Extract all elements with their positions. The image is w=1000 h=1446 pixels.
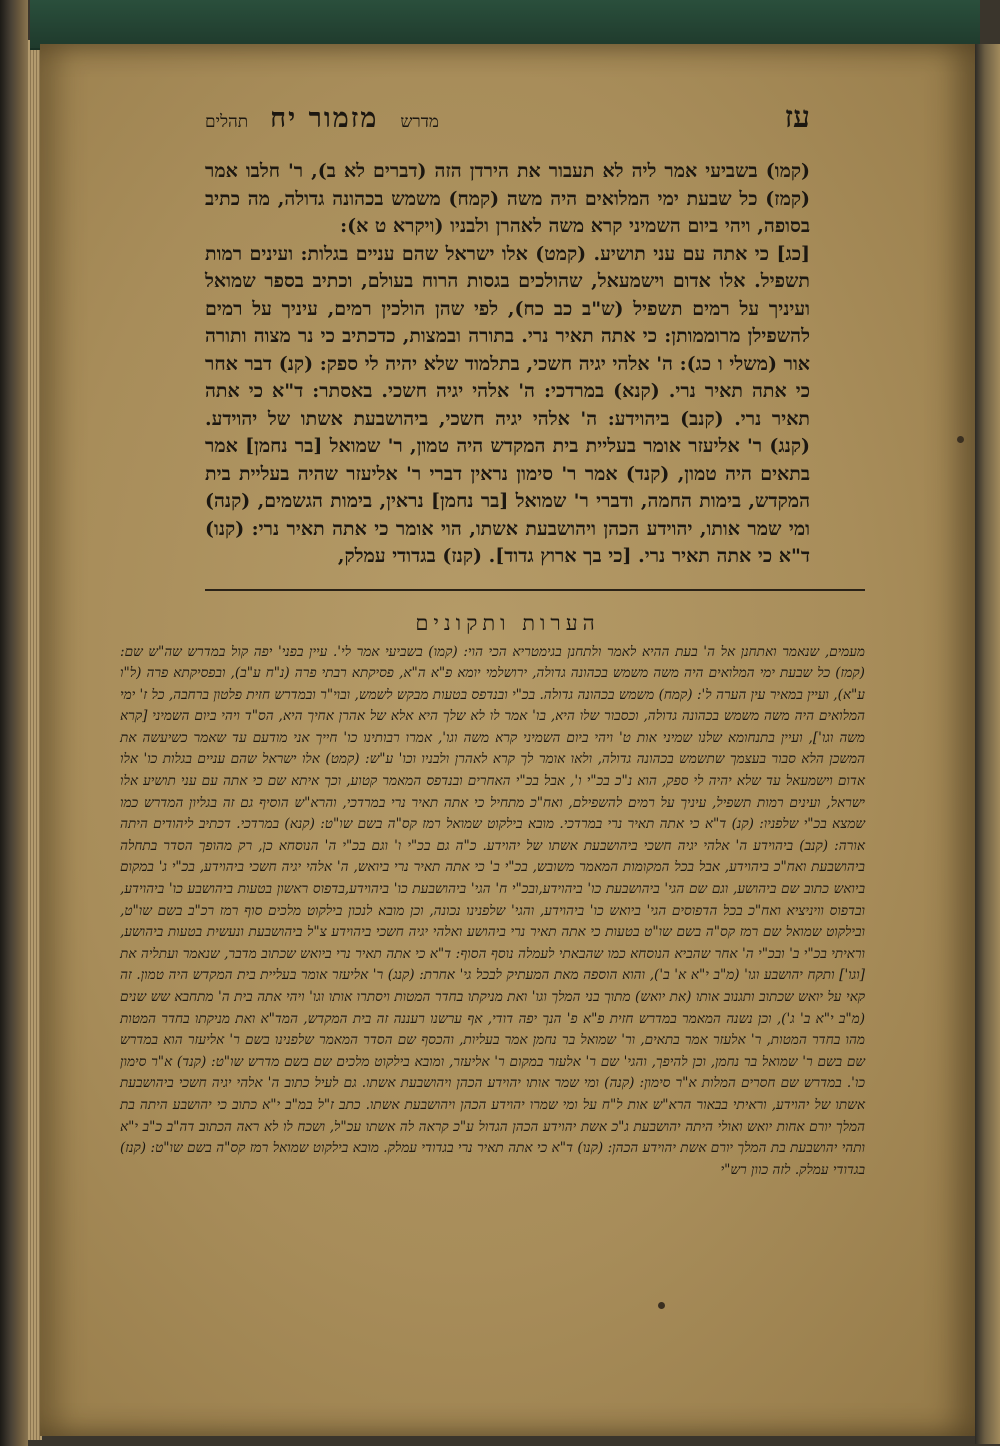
section-divider <box>205 589 865 591</box>
header-book: תהלים <box>205 112 249 132</box>
header-midrash: מדרש <box>400 112 439 132</box>
header-psalm: מזמור יח <box>270 103 379 134</box>
header-title <box>205 103 439 134</box>
running-header <box>205 100 810 140</box>
main-text <box>205 158 810 571</box>
main-paragraph: (קמו) בשביעי אמר ליה לא תעבור את הירדן הזה (דברים לא ב), ר' חלבו אמר (קמז) כל שבעת ימי המלואים היה משה (קמח) משמש בכהונה גדולה, מה כתיב בסופה, ויהי ביום השמיני קרא משה לאהרן ולבניו (ויקרא ט א): <box>205 160 810 237</box>
page-speck <box>957 436 964 443</box>
facing-page-edge <box>975 44 1000 1444</box>
book-spine-left <box>0 0 28 1446</box>
page-content <box>120 60 865 1181</box>
notes-section <box>120 642 865 1182</box>
notes-title: הערות ותקונים <box>415 610 600 635</box>
page-number: עז <box>784 100 810 135</box>
notes-paragraph: מעמים, שנאמר ואתחנן אל ה' בעת ההיא לאמר ולתחנן בגימטריא הכי הוי: (קמו) בשביעי אמר לי'. עיין בפני' יפה קול במדרש שה"ש שם: (קמז) כל שבעת ימי המלואים היה משה משמש בכהונה גדולה, ירושלמי יומא פ"א ה"א, פסיקתא רבתי פרה (נ"ח ע"ב), ובפסיקתא פרה (ל"ו ע"א), ועיין במאיר עין הערה ל': (קמח) משמש בכהונה גדולה. בכ"י ובנדפס בטעות מבקש לשמש, ובוי"ר ובמדרש חזית פלטון ברחבה, כל ז' ימי המלואים היה משה משמש בכהונה גדולה, וכסבור שלו היא, בו' אמר לו לא שלך היא אלא של אהרן אחיך היא, הס"ד ויהי ביום השמיני [קרא משה וגו'], ועיין בתנחומא שלנו שמיני אות ט' ויהי ביום השמיני קרא משה וגו', אמרו רבותינו כו' חייך אני מודעם עד שאמר כשיעשה את המשכן הלא סבור בעצמך שתשמש בכהונה גדולה, ולאו אומר לך קרא לאהרן ולבניו וכו' ע"ש: (קמט) אלו ישראל שהם עניים בגלות כו' אלו אדום וישמעאל עד שלא יהיה לי ספק, הוא נ"כ בכ"י ו', אבל בכ"י האחרים ובנדפס המאמר קטוע, וכך איתא שם כי אתה עם עני תושיע אלו ישראל, ועינים רמות תשפיל, עיניך על רמים להשפילם, ואח"כ מתחיל כי אתה תאיר נרי במרדכי, והרא"ש הוסיף גם זה בגליון המדרש כמו שמצא בכ"י שלפניו: (קנ) ד"א כי אתה תאיר נרי במרדכי. מובא בילקוט שמואל רמז קס"ה בשם שו"ט: (קנא) במרדכי. דכתיב ליהודים היתה אורה: (קנב) ביהוידע ה' אלהי יגיה חשכי ביהושבעת אשתו של יהוידע. כ"ה גם בכ"י ו' וגם בכ"י ה' הנוסחא כן, רק מהופך הסדר בתחלה ביהושבעת ואח"כ ביהוידע, אבל בכל המקומות המאמר משובש, בכ"י ב' כי אתה תאיר נרי ביואש, ה' אלהי יגיה חשכי ביהוידע, בכ"י ג' במקום ביואש כתוב שם ביהושע, וגם שם הגי' ביהושבעת כו' ביהוידע,ובכ"י ח' הגי' ביהושבעת כו' ביהוידע,בדפוס ראשון בטעות ביהושבע כו' ביהוידע, ובדפוס וויניציא ואח"כ בכל הדפוסים הגי' ביואש כו' ביהוידע, והגי' שלפנינו נכונה, וכן מובא לנכון בילקוט מלכים סוף רמז רכ"ב בשם שו"ט, ובילקוט שמואל שם רמז קס"ה בשם שו"ט בטעות כי אתה תאיר נרי ביהושע ואלהי יגיה חשכי ביהוידע צ"ל ביהושבעת ונעשית בטעות ביהושע, וראיתי בכ"י ב' ובכ"י ה' אחר שהביא הנוסחא כמו שהבאתי לעמלה נוסף הסוף: ד"א כי אתה תאיר נרי ביואש שכתוב מדבר, שנאמר ועתליה את [וגו'] ותקח יהושבע וגו' (מ"ב י"א א' ב'), והוא הוספה מאת המעתיק לבכל גי' אחרת: (קנג) ר' אליעזר אומר בעליית בית המקדש היה טמון. זה קאי על יואש שכתוב ותגנוב אותו (את יואש) מתוך בני המלך וגו' ואת מניקתו בחדר המטות ויסתרו אותו וגו' ויהי אתה בית ה' מתחבא שש שנים (מ"ב י"א ב' ג'), וכן נשנה המאמר במדרש חזית פ"א פ' הנך יפה דודי, אף ערשנו רעננה זה בית המקדש, המד"א ואת מניקתו בחדר המטות מהו בחדר המטות, ר' אלעזר אמר בתאים, ור' שמואל בר נחמן אמר בעליות, והכסף שם הסדר המאמר שלפנינו בשם ר' אליעזר הוא במדרש שם בשם ר' שמואל בר נחמן, וכן להיפך, והגי' שם ר' אלעזר במקום ר' אליעזר, ומובא בילקוט מלכים שם בשם מדרש שו"ט: (קנד) א"ר סימון כו'. במדרש שם חסרים המלות א"ר סימון: (קנה) ומי שמר אותו יהוידע הכהן ויהושבעת אשתו. גם לעיל כתוב ה' אלהי יגיה חשכי ביהושבעת אשתו של יהוידע, וראיתי בבאור הרא"ש אות ל"ח על ומי שמרו יהוידע הכהן ויהושבעת אשתו. כתב ז"ל במ"ב י"א כתוב כי יהושבע היתה בת המלך יורם אחות יואש ואולי היתה יהושבעת ג"כ אשת יהוידע הכהן הגדול ע"כ קראה לה אשתו עכ"ל, ושכח לו לא ראה הכתוב דה"ב כ"ב י"א ותהי יהושבעת בת המלך יורם אשת יהוידע הכהן: (קנו) ד"א כי אתה תאיר נרי בגדודי עמלק. מובא בילקוט שמואל רמז קס"ה בשם שו"ט: (קנז) בגדודי עמלק. לזה כוון רש"י <box>120 643 865 1178</box>
main-paragraph: [כג] כי אתה עם עני תושיע. (קמט) אלו ישראל שהם עניים בגלות: ועינים רמות תשפיל. אלו אדום וישמעאל, שהולכים בגסות הרוח בעולם, וכתיב בספר שמואל ועיניך על רמים תשפיל (ש"ב כב כח), לפי שהן הולכין רמים, עיניך על רמים להשפילן מרוממותן: כי אתה תאיר נרי. בתורה ובמצות, כדכתיב כי נר מצוה ותורה אור (משלי ו כג): ה' אלהי יגיה חשכי, בתלמוד שלא יהיה לי ספק: (קנ) דבר אחר כי אתה תאיר נרי. (קנא) במרדכי: ה' אלהי יגיה חשכי. באסתר: ד"א כי אתה תאיר נרי. (קנב) ביהוידע: ה' אלהי יגיה חשכי, ביהושבעת אשתו של יהוידע. (קנג) ר' אליעזר אומר בעליית בית המקדש היה טמון, ר' שמואל [בר נחמן] אמר בתאים היה טמון, (קנד) אמר ר' סימון נראין דברי ר' אליעזר שהיה בעליית בית המקדש, בימות החמה, ודברי ר' שמואל [בר נחמן] נראין, בימות הגשמים, (קנה) ומי שמר אותו, יהוידע הכהן ויהושבעת אשתו, הוי אומר כי אתה תאיר נרי: (קנו) ד"א כי אתה תאיר נרי. [כי בך ארוץ גדוד]. (קנז) בגדודי עמלק, <box>205 242 810 567</box>
page-speck <box>658 1302 665 1309</box>
book-cover-top <box>30 0 980 50</box>
